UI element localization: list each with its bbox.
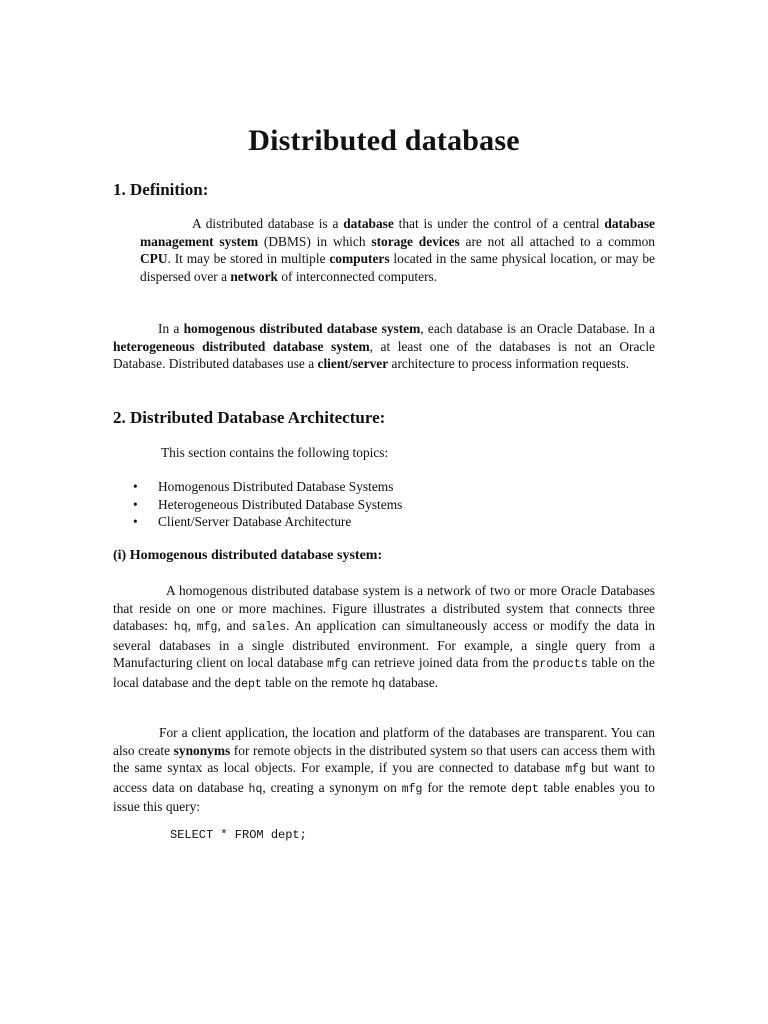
text-run: but want to access data on database xyxy=(113,760,655,795)
text-run: , xyxy=(187,618,197,634)
topics-intro: This section contains the following topics: xyxy=(161,445,389,460)
bold-term: network xyxy=(230,268,278,284)
bullet-icon: • xyxy=(133,496,138,512)
code-term: hq xyxy=(371,677,386,691)
bold-term: storage devices xyxy=(371,233,460,249)
text-run: , and xyxy=(217,618,252,634)
bold-term: computers xyxy=(329,251,390,267)
text-run: located in the same physical location, or may be dispersed over a xyxy=(140,251,655,284)
code-term: dept xyxy=(234,677,262,691)
code-term: mfg xyxy=(196,621,218,635)
text-run: of interconnected computers. xyxy=(277,268,438,284)
text-run: . An application can simultaneously access or modify the data in several databases in a single distributed environment. For example, a single query from a Manufacturing client on local database xyxy=(113,618,655,671)
homogenous-system-paragraph xyxy=(113,582,655,694)
section-heading-definition: 1. Definition: xyxy=(113,180,209,199)
text-run: . It may be stored in multiple xyxy=(167,251,330,267)
definition-paragraph xyxy=(140,215,655,285)
code-term: hq xyxy=(173,621,188,635)
bold-term: homogenous distributed database system xyxy=(183,321,421,336)
code-term: hq xyxy=(248,782,263,796)
text-run: database. xyxy=(385,674,439,690)
sql-query-code: SELECT * FROM dept; xyxy=(170,828,307,842)
list-item: • Homogenous Distributed Database Systems xyxy=(133,479,394,494)
client-application-paragraph xyxy=(113,724,655,816)
text-run: For a client application, the location and platform of the databases are transparent. You can also create xyxy=(113,725,655,758)
bold-term: heterogeneous distributed database system xyxy=(113,338,370,354)
bold-term: database management system xyxy=(140,216,655,249)
text-run: A homogenous distributed database system is a network of two or more Oracle Databases that reside on one or more machines. Figure illustrates a distributed system that connects three databases: xyxy=(113,583,655,634)
bold-term: client/server xyxy=(317,356,389,372)
code-term: dept xyxy=(511,782,539,796)
text-run: table on the remote xyxy=(261,674,372,690)
text-run: for remote objects in the distributed system so that users can access them with the same syntax as local objects. For example, if you are connected to database xyxy=(113,742,656,776)
text-run: In a xyxy=(158,321,184,336)
text-run: (DBMS) in which xyxy=(258,233,372,249)
topics-list xyxy=(133,478,402,531)
list-item: • Heterogeneous Distributed Database Systems xyxy=(133,496,403,512)
code-term: mfg xyxy=(565,763,586,777)
code-term: mfg xyxy=(327,658,348,672)
code-term: mfg xyxy=(401,782,423,796)
homogeneous-heterogeneous-paragraph xyxy=(113,320,655,373)
bullet-icon: • xyxy=(133,479,138,494)
code-term: products xyxy=(532,658,588,672)
text-run: table enables you to issue this query: xyxy=(113,779,655,815)
text-run: for the remote xyxy=(422,779,512,795)
text-run: architecture to process information requests. xyxy=(388,356,630,372)
text-run: , creating a synonym on xyxy=(262,779,402,795)
text-run: table on the local database and the xyxy=(113,655,655,690)
section-heading-architecture: 2. Distributed Database Architecture: xyxy=(113,408,386,427)
bold-term: database xyxy=(343,216,394,231)
subsection-heading-homogenous: (i) Homogenous distributed database system: xyxy=(113,548,383,563)
text-run: A distributed database is a xyxy=(192,216,344,231)
bullet-icon: • xyxy=(133,514,138,530)
text-run: , each database is an Oracle Database. In a xyxy=(420,321,655,336)
list-item: • Client/Server Database Architecture xyxy=(133,514,352,530)
bold-term: CPU xyxy=(140,251,168,267)
code-term: sales xyxy=(251,621,287,635)
bold-term: synonyms xyxy=(173,742,231,758)
text-run: are not all attached to a common xyxy=(459,233,655,249)
text-run: can retrieve joined data from the xyxy=(347,655,533,671)
text-run: , at least one of the databases is not an Oracle Database. Distributed databases use a xyxy=(113,338,655,372)
document-title: Distributed database xyxy=(248,124,520,157)
text-run: that is under the control of a central xyxy=(393,216,605,231)
